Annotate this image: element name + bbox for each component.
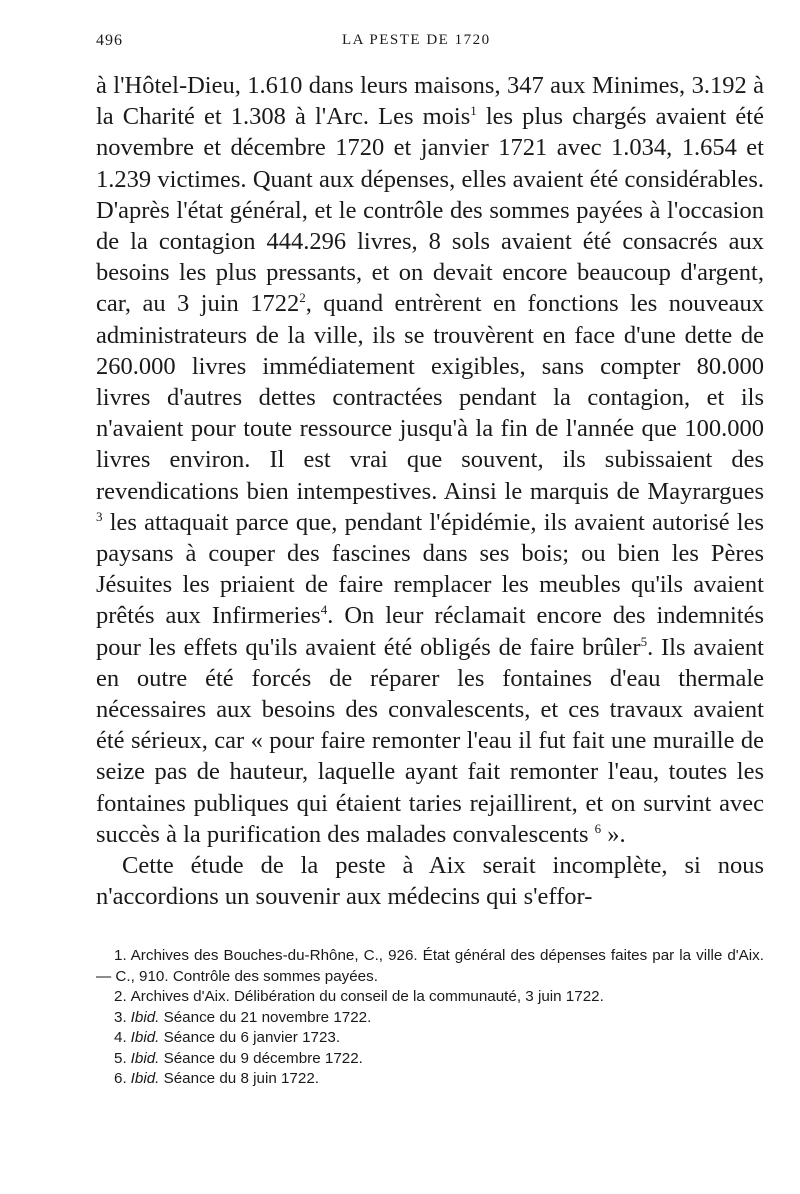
footnote	[96, 946, 764, 987]
footnote-ibid: Ibid.	[130, 1049, 160, 1067]
footnote-number: 2.	[114, 988, 127, 1006]
footnote-number: 3.	[114, 1008, 127, 1026]
footnote-ibid: Ibid.	[130, 1029, 160, 1047]
footnote-ibid: Ibid.	[130, 1008, 160, 1026]
footnote-number: 4.	[114, 1029, 127, 1047]
footnote	[96, 1049, 764, 1070]
text-run: à l'Hôtel-Dieu, 1.610 dans leurs maisons, 347 aux Minimes, 3.192 à la Charité et 1.308 à l'Arc. Les mois	[96, 72, 764, 131]
footnote-ibid: Ibid.	[130, 1070, 160, 1088]
running-head: LA PESTE DE 1720	[342, 32, 491, 48]
page-header	[96, 28, 764, 62]
footnotes	[96, 946, 764, 1090]
footnote-text: Séance du 6 janvier 1723.	[159, 1029, 341, 1047]
paragraph	[96, 70, 764, 850]
text-run: les attaquait parce que, pendant l'épidémie, ils avaient autorisé les paysans à couper des fascines dans ses bois; ou bien les Pères Jésuites les priaient de faire remplacer les meubles qu'ils avaient prêtés aux Infirmeries	[96, 508, 764, 630]
text-run: ».	[601, 820, 626, 848]
text-run: , quand entrèrent en fonctions les nouveaux administrateurs de la ville, ils se trouvèrent en face d'une dette de 260.000 livres immédiatement exigibles, sans compter 80.000 livres d'autres dettes contractées pendant la contagion, et ils n'avaient pour toute ressource jusqu'à la fin de l'année que 100.000 livres environ. Il est vrai que souvent, ils subissaient des revendications bien intempestives. Ainsi le marquis de Mayrargues	[96, 290, 765, 505]
footnote	[96, 1069, 764, 1090]
text-run: . On leur réclamait encore des indemnités pour les effets qu'ils avaient été obligés de faire brûler	[96, 602, 764, 661]
paragraph: Cette étude de la peste à Aix serait incomplète, si nous n'accordions un souvenir aux médecins qui s'effor-	[96, 852, 764, 911]
footnote-ref: 5	[640, 633, 648, 649]
text-run: les plus chargés avaient été novembre et décembre 1720 et janvier 1721 avec 1.034, 1.654 et 1.239 victimes. Quant aux dépenses, elles avaient été considérables. D'après l'état général, et le contrôle des sommes payées à l'occasion de la contagion 444.296 livres, 8 sols avaient été consacrés aux besoins les plus pressants, et on devait encore beaucoup d'argent, car, au 3 juin 1722	[96, 103, 764, 318]
footnote-ref: 4	[320, 602, 328, 618]
footnote	[96, 1008, 764, 1029]
footnote-ref: 1	[470, 103, 477, 119]
text-run: . Ils avaient en outre été forcés de réparer les fontaines d'eau thermale nécessaires aux besoins des convalescents, et ces travaux avaient été sérieux, car « pour faire remonter l'eau il fut fait une muraille de seize pas de hauteur, laquelle ayant fait remonter l'eau, toutes les fontaines publiques qui étaient taries rejaillirent, et on survint avec succès à la purification des malades convalescents	[96, 633, 764, 848]
footnote-number: 6.	[114, 1070, 127, 1088]
footnote-ref: 6	[594, 820, 602, 836]
footnote-text: Archives d'Aix. Délibération du conseil de la communauté, 3 juin 1722.	[130, 988, 604, 1006]
footnote-number: 1.	[114, 947, 127, 965]
footnote-text: Séance du 9 décembre 1722.	[159, 1049, 363, 1067]
footnote-ref: 3	[96, 508, 103, 524]
page-number: 496	[96, 32, 123, 49]
footnote	[96, 1028, 764, 1049]
footnote-text: Séance du 8 juin 1722.	[159, 1070, 319, 1088]
footnote-text: Archives des Bouches-du-Rhône, C., 926. État général des dépenses faites par la ville d'Aix. — C., 910. Contrôle des sommes payées.	[96, 947, 764, 985]
footnote-text: Séance du 21 novembre 1722.	[159, 1008, 372, 1026]
footnote	[96, 987, 764, 1008]
body-text	[96, 70, 764, 912]
footnote-ref: 2	[299, 290, 306, 306]
footnote-number: 5.	[114, 1049, 127, 1067]
